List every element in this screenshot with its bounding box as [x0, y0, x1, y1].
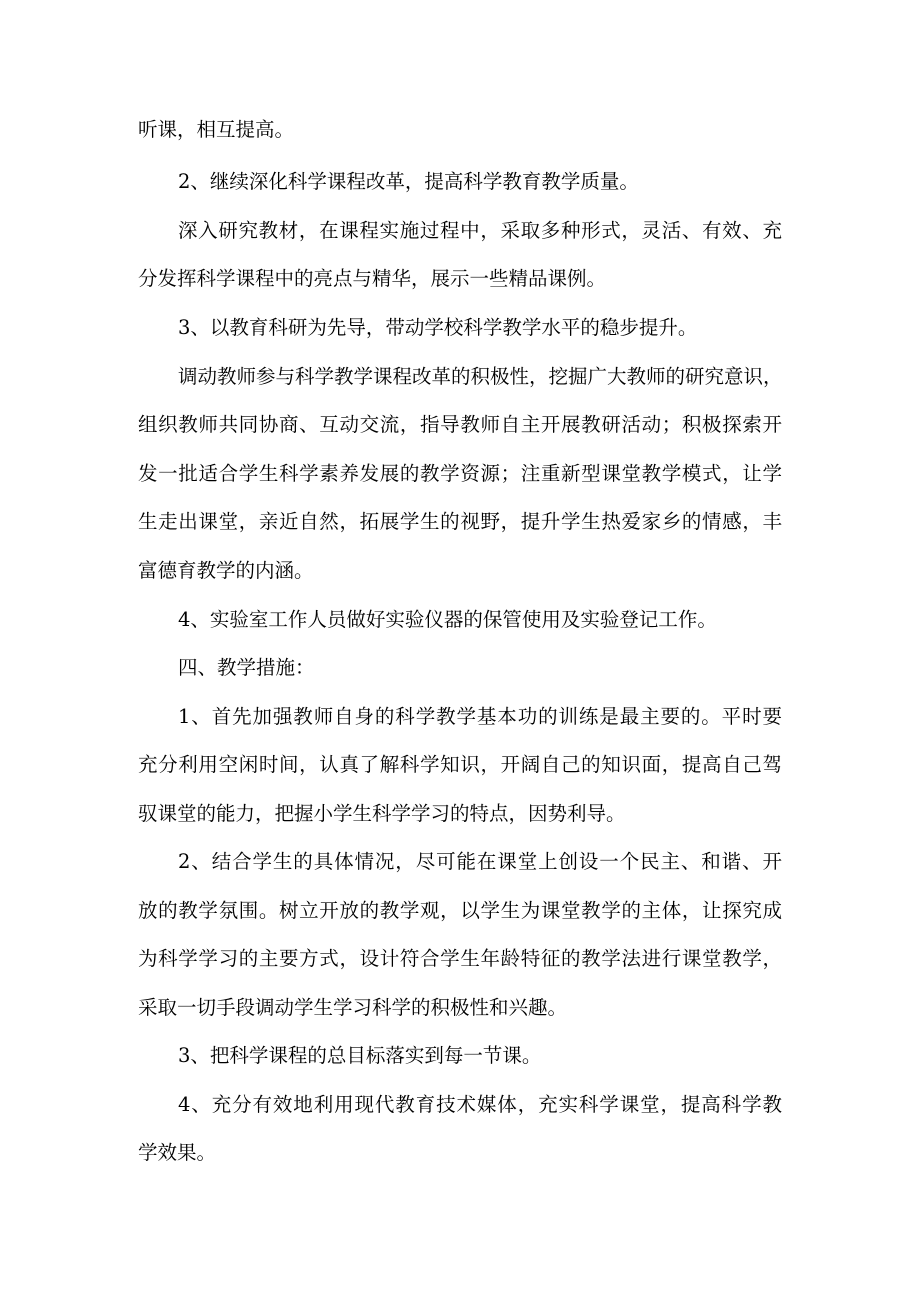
- paragraph-line: 1、首先加强教师自身的科学教学基本功的训练是最主要的。平时要: [178, 705, 782, 728]
- paragraph-line: 充分利用空闲时间，认真了解科学知识，开阔自己的知识面，提高自己驾: [138, 753, 782, 776]
- paragraph-line: 发一批适合学生科学素养发展的教学资源；注重新型课堂教学模式，让学: [138, 462, 782, 485]
- section-heading: 四、教学措施：: [178, 656, 315, 679]
- paragraph-line: 放的教学氛围。树立开放的教学观，以学生为课堂教学的主体，让探究成: [138, 899, 782, 922]
- paragraph-line: 深入研究教材，在课程实施过程中，采取多种形式，灵活、有效、充: [178, 219, 782, 242]
- paragraph-line: 富德育教学的内涵。: [138, 559, 314, 582]
- paragraph-line: 4、充分有效地利用现代教育技术媒体，充实科学课堂，提高科学教: [178, 1093, 782, 1116]
- paragraph-line: 学效果。: [138, 1141, 217, 1164]
- section-heading: 3、以教育科研为先导，带动学校科学教学水平的稳步提升。: [178, 316, 698, 339]
- section-heading: 4、实验室工作人员做好实验仪器的保管使用及实验登记工作。: [178, 608, 717, 631]
- paragraph-line: 驭课堂的能力，把握小学生科学学习的特点，因势利导。: [138, 802, 626, 825]
- paragraph-line: 生走出课堂，亲近自然，拓展学生的视野，提升学生热爱家乡的情感，丰: [138, 510, 782, 533]
- paragraph-line: 调动教师参与科学教学课程改革的积极性，挖掘广大教师的研究意识，: [178, 365, 783, 388]
- paragraph-line: 分发挥科学课程中的亮点与精华，展示一些精品课例。: [138, 267, 607, 290]
- section-heading: 2、继续深化科学课程改革，提高科学教育教学质量。: [178, 170, 639, 193]
- paragraph-line: 2、结合学生的具体情况，尽可能在课堂上创设一个民主、和谐、开: [178, 850, 782, 873]
- paragraph-line: 采取一切手段调动学生学习科学的积极性和兴趣。: [138, 996, 568, 1019]
- section-heading: 3、把科学课程的总目标落实到每一节课。: [178, 1044, 542, 1067]
- paragraph-line: 为科学学习的主要方式，设计符合学生年龄特征的教学法进行课堂教学，: [138, 947, 782, 970]
- paragraph-line: 组织教师共同协商、互动交流，指导教师自主开展教研活动；积极探索开: [138, 413, 782, 436]
- paragraph-line: 听课，相互提高。: [138, 118, 295, 141]
